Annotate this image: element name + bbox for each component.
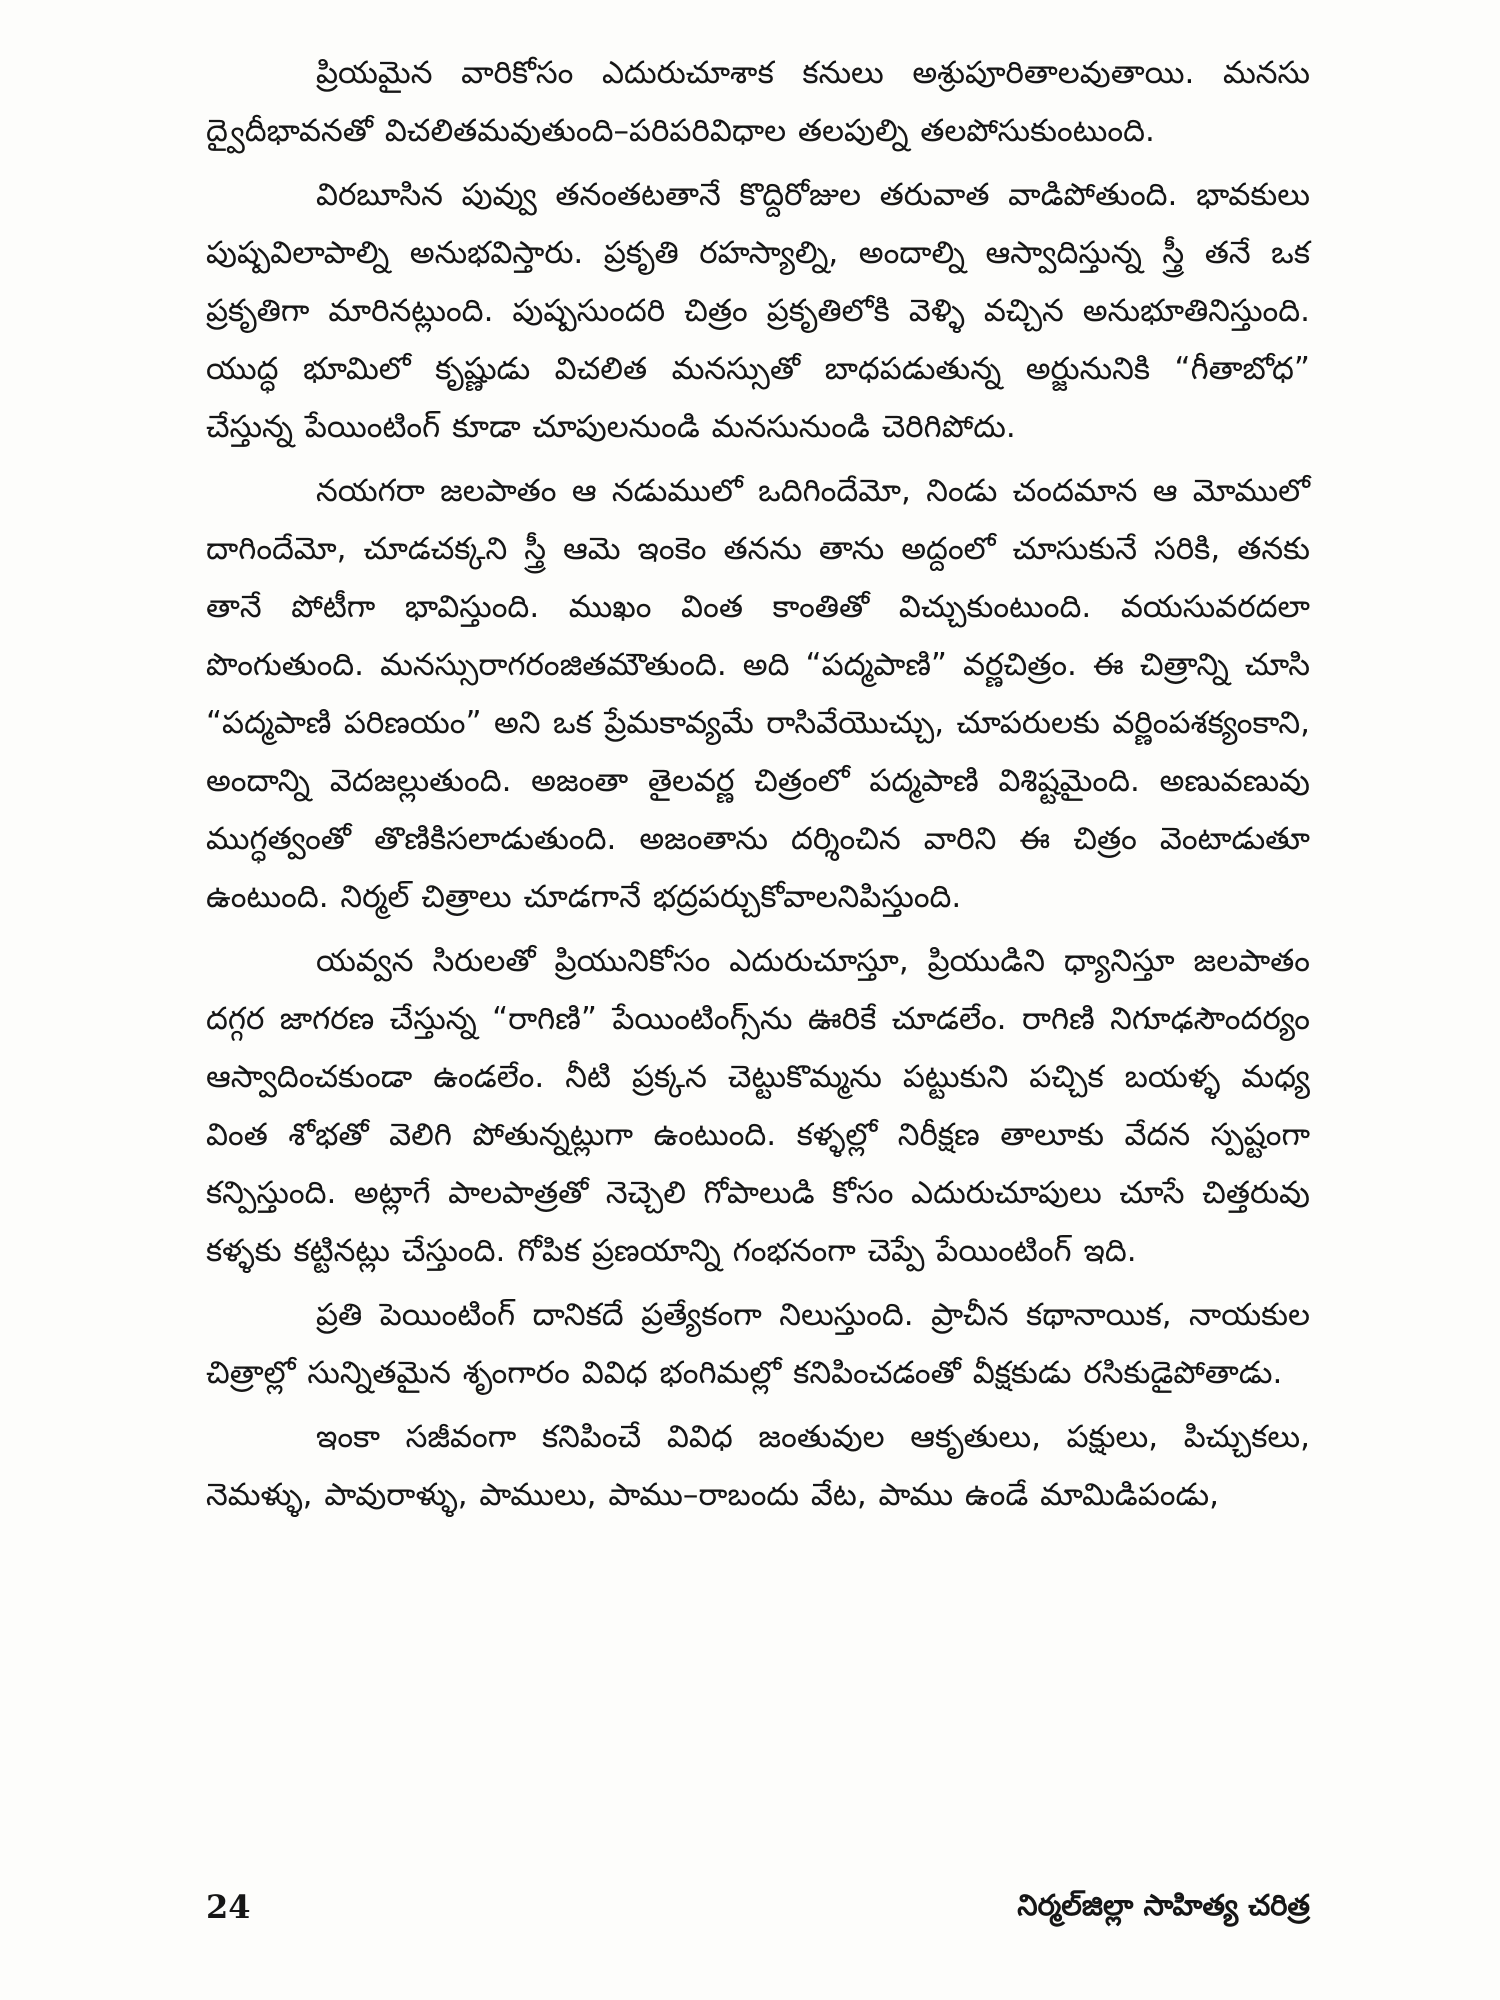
paragraph: విరబూసిన పువ్వు తనంతటతానే కొద్దిరోజుల తరువాత వాడిపోతుంది. భావకులు పుష్పవిలాపాల్ని అనుభవిస్తారు. ప్రకృతి రహస్యాల్ని, అందాల్ని ఆస్వాదిస్తున్న స్త్రీ తనే ఒక ప్రకృతిగా మారినట్లుంది. పుష్పసుందరి చిత్రం ప్రకృతిలోకి వెళ్ళి వచ్చిన అనుభూతినిస్తుంది. యుద్ధ భూమిలో కృష్ణుడు విచలిత మనస్సుతో బాధపడుతున్న అర్జునునికి “గీతాబోధ” చేస్తున్న పేయింటింగ్ కూడా చూపులనుండి మనసునుండి చెరిగిపోదు.: [206, 177, 1310, 445]
page-footer: [206, 1888, 1310, 1938]
paragraph: ఇంకా సజీవంగా కనిపించే వివిధ జంతువుల ఆకృతులు, పక్షులు, పిచ్చుకలు, నెమళ్ళు, పావురాళ్ళు, పాములు, పాము–రాబందు వేట, పాము ఉండే మామిడిపండు,: [206, 1419, 1310, 1513]
paragraph: యవ్వన సిరులతో ప్రియునికోసం ఎదురుచూస్తూ, ప్రియుడిని ధ్యానిస్తూ జలపాతం దగ్గర జాగరణ చేస్తున్న “రాగిణి” పేయింటింగ్స్‌ను ఊరికే చూడలేం. రాగిణి నిగూఢసౌందర్యం ఆస్వాదించకుండా ఉండలేం. నీటి ప్రక్కన చెట్టుకొమ్మను పట్టుకుని పచ్చిక బయళ్ళ మధ్య వింత శోభతో వెలిగి పోతున్నట్లుగా ఉంటుంది. కళ్ళల్లో నిరీక్షణ తాలూకు వేదన స్పష్టంగా కన్పిస్తుంది. అట్లాగే పాలపాత్రతో నెచ్చెలి గోపాలుడి కోసం ఎదురుచూపులు చూసే చిత్తరువు కళ్ళకు కట్టినట్లు చేస్తుంది. గోపిక ప్రణయాన్ని గంభనంగా చెప్పే పేయింటింగ్ ఇది.: [206, 943, 1310, 1269]
paragraph: ప్రియమైన వారికోసం ఎదురుచూశాక కనులు అశ్రుపూరితాలవుతాయి. మనసు ద్వైదీభావనతో విచలితమవుతుంది–పరిపరివిధాల తలపుల్ని తలపోసుకుంటుంది.: [206, 55, 1310, 149]
page-number: 24: [206, 1888, 251, 1926]
paragraph: ప్రతి పెయింటింగ్ దానికదే ప్రత్యేకంగా నిలుస్తుంది. ప్రాచీన కథానాయిక, నాయకుల చిత్రాల్లో సున్నితమైన శృంగారం వివిధ భంగిమల్లో కనిపించడంతో వీక్షకుడు రసికుడైపోతాడు.: [206, 1297, 1310, 1391]
paragraph: నయగరా జలపాతం ఆ నడుములో ఒదిగిందేమో, నిండు చందమాన ఆ మోములో దాగిందేమో, చూడచక్కని స్త్రీ ఆమె ఇంకెం తనను తాను అద్దంలో చూసుకునే సరికి, తనకు తానే పోటీగా భావిస్తుంది. ముఖం వింత కాంతితో విచ్చుకుంటుంది. వయసువరదలా పొంగుతుంది. మనస్సురాగరంజితమౌతుంది. అది “పద్మపాణి” వర్ణచిత్రం. ఈ చిత్రాన్ని చూసి “పద్మపాణి పరిణయం” అని ఒక ప్రేమకావ్యమే రాసివేయొచ్చు, చూపరులకు వర్ణింపశక్యంకాని, అందాన్ని వెదజల్లుతుంది. అజంతా తైలవర్ణ చిత్రంలో పద్మపాణి విశిష్టమైంది. అణువణువు ముగ్ధత్వంతో తొణికిసలాడుతుంది. అజంతాను దర్శించిన వారిని ఈ చిత్రం వెంటాడుతూ ఉంటుంది. నిర్మల్ చిత్రాలు చూడగానే భద్రపర్చుకోవాలనిపిస్తుంది.: [206, 473, 1310, 915]
body-text: [206, 44, 1310, 1530]
running-title: నిర్మల్‌జిల్లా సాహిత్య చరిత్ర: [1017, 1888, 1310, 1922]
